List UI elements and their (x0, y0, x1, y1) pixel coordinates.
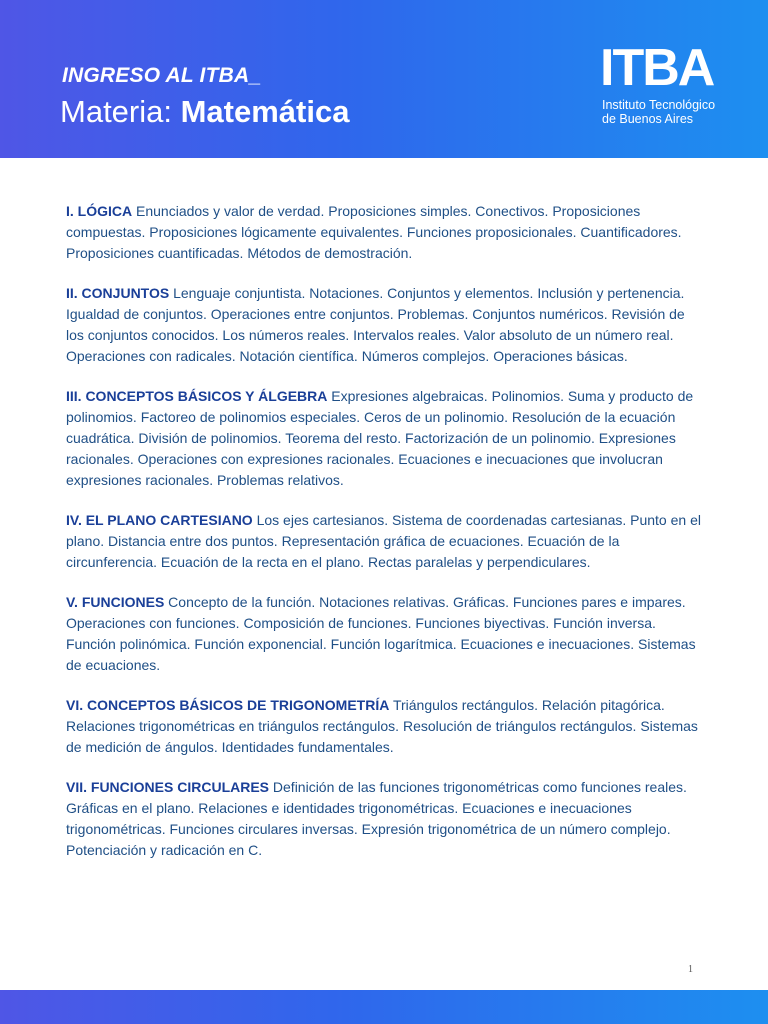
section-text: Lenguaje conjuntista. Notaciones. Conjuntos y elementos. Inclusión y pertenencia. Igualdad de conjuntos. Operaciones entre conjuntos. Problemas. Conjuntos numéricos. Revisión de los conjuntos conocidos. Los números reales. Intervalos reales. Valor absoluto de un número real. Operaciones con radicales. Notación científica. Números complejos. Operaciones básicas. (66, 285, 685, 364)
title-subject: Matemática (180, 94, 350, 129)
section-funciones-circulares (66, 777, 706, 861)
section-heading: I. LÓGICA (66, 203, 133, 219)
logo-line-1: Instituto Tecnológico (602, 98, 716, 112)
syllabus-content (66, 201, 706, 880)
section-text: Definición de las funciones trigonométricas como funciones reales. Gráficas en el plano. Relaciones e identidades trigonométricas. Ecuaciones e inecuaciones trigonométricas. Funciones circulares inversas. Expresión trigonométrica de un número complejo. Potenciación y radicación en C. (66, 779, 687, 858)
itba-logo (600, 39, 740, 132)
section-trigonometria (66, 695, 706, 758)
section-heading: IV. EL PLANO CARTESIANO (66, 512, 253, 528)
section-text: Los ejes cartesianos. Sistema de coordenadas cartesianas. Punto en el plano. Distancia entre dos puntos. Representación gráfica de ecuaciones. Ecuación de la circunferencia. Ecuación de la recta en el plano. Rectas paralelas y perpendiculares. (66, 512, 701, 570)
section-heading: VII. FUNCIONES CIRCULARES (66, 779, 270, 795)
section-text: Triángulos rectángulos. Relación pitagórica. Relaciones trigonométricas en triángulos rectángulos. Resolución de triángulos rectángulos. Sistemas de medición de ángulos. Identidades fundamentales. (66, 697, 698, 755)
section-heading: II. CONJUNTOS (66, 285, 170, 301)
page-title (60, 94, 349, 130)
logo-mark: ITBA (600, 39, 714, 97)
section-conjuntos (66, 283, 706, 367)
section-heading: VI. CONCEPTOS BÁSICOS DE TRIGONOMETRÍA (66, 697, 390, 713)
section-text: Enunciados y valor de verdad. Proposiciones simples. Conectivos. Proposiciones compuestas. Proposiciones lógicamente equivalentes. Funciones proposicionales. Cuantificadores. Proposiciones cuantificadas. Métodos de demostración. (66, 203, 682, 261)
header-kicker: INGRESO AL ITBA_ (62, 64, 262, 87)
footer-bar (0, 990, 768, 1024)
section-text: Expresiones algebraicas. Polinomios. Suma y producto de polinomios. Factoreo de polinomios especiales. Ceros de un polinomio. Resolución de la ecuación cuadrática. División de polinomios. Teorema del resto. Factorización de un polinomio. Expresiones racionales. Operaciones con expresiones racionales. Ecuaciones e inecuaciones que involucran expresiones racionales. Problemas relativos. (66, 388, 694, 488)
logo-line-2: de Buenos Aires (602, 112, 694, 126)
header-banner (0, 0, 768, 158)
section-plano-cartesiano (66, 510, 706, 573)
page-number: 1 (688, 964, 693, 975)
section-funciones (66, 592, 706, 676)
section-heading: V. FUNCIONES (66, 594, 165, 610)
section-logica (66, 201, 706, 264)
section-heading: III. CONCEPTOS BÁSICOS Y ÁLGEBRA (66, 388, 328, 404)
section-algebra (66, 386, 706, 491)
section-text: Concepto de la función. Notaciones relativas. Gráficas. Funciones pares e impares. Operaciones con funciones. Composición de funciones. Funciones biyectivas. Función inversa. Función polinómica. Función exponencial. Función logarítmica. Ecuaciones e inecuaciones. Sistemas de ecuaciones. (66, 594, 696, 673)
title-prefix: Materia: (60, 94, 181, 129)
